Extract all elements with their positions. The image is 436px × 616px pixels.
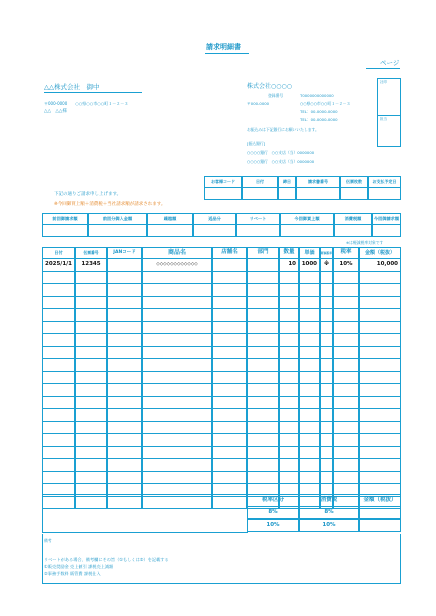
detail-cell-rate [333, 396, 359, 410]
detail-cell-rate [333, 408, 359, 422]
detail-cell-store [212, 283, 247, 297]
detail-header-dept: 部門 [247, 247, 279, 259]
info-header-cell: お支払予定日 [368, 176, 401, 188]
tax-note: ※は軽減税率対象です [346, 240, 384, 245]
detail-cell-rate [333, 383, 359, 397]
remark-line-2: ①販売奨励金 売上値引 課税売上減額 [44, 564, 114, 569]
detail-cell-amount [359, 333, 401, 347]
detail-cell-store [212, 383, 247, 397]
detail-cell-qty [279, 471, 299, 485]
detail-header-reduced: 軽減税率 [320, 247, 333, 259]
page-underline [366, 68, 400, 69]
detail-cell-qty [279, 458, 299, 472]
detail-cell-price [299, 346, 320, 360]
detail-cell-qty [279, 446, 299, 460]
detail-cell-qty [279, 371, 299, 385]
detail-cell-product [142, 371, 212, 385]
detail-cell-jan [107, 308, 142, 322]
detail-cell-store [212, 321, 247, 335]
info-header-cell: 締日 [278, 176, 296, 188]
remarks-box [42, 534, 401, 584]
detail-cell-reduced [320, 371, 333, 385]
detail-cell-price [299, 358, 320, 372]
tax-summary-cell: 8% [299, 506, 359, 519]
detail-cell-reduced [320, 471, 333, 485]
summary-value-cell [372, 224, 401, 237]
summary-value-cell [193, 224, 236, 237]
detail-header-qty: 数量 [279, 247, 299, 259]
detail-cell-reduced [320, 333, 333, 347]
detail-cell-date [42, 396, 75, 410]
detail-cell-dept [247, 396, 279, 410]
detail-cell-product [142, 346, 212, 360]
detail-cell-reduced [320, 433, 333, 447]
detail-cell-jan [107, 421, 142, 435]
issuer-address: ○○県○○市○○町１－２－３ [300, 101, 351, 106]
tax-summary-blank-area [42, 494, 248, 533]
detail-cell-price [299, 396, 320, 410]
detail-cell-qty [279, 271, 299, 285]
detail-cell-jan [107, 283, 142, 297]
detail-cell-jan [107, 433, 142, 447]
detail-cell-price [299, 383, 320, 397]
detail-cell-price [299, 371, 320, 385]
detail-cell-store [212, 371, 247, 385]
detail-header-jan: JANコード [107, 247, 142, 259]
detail-cell-slip [75, 333, 107, 347]
detail-header-price: 単価 [299, 247, 320, 259]
detail-cell-reduced [320, 421, 333, 435]
detail-cell-rate [333, 283, 359, 297]
detail-cell-rate [333, 333, 359, 347]
detail-cell-price [299, 471, 320, 485]
detail-cell-date [42, 471, 75, 485]
detail-cell-rate [333, 371, 359, 385]
detail-cell-qty [279, 383, 299, 397]
detail-cell-reduced: ※ [320, 258, 333, 272]
detail-cell-dept [247, 433, 279, 447]
detail-cell-price [299, 296, 320, 310]
detail-cell-product [142, 408, 212, 422]
summary-value-cell [147, 224, 193, 237]
detail-cell-product [142, 271, 212, 285]
detail-cell-amount [359, 446, 401, 460]
detail-cell-amount [359, 408, 401, 422]
detail-cell-product [142, 383, 212, 397]
detail-cell-store [212, 333, 247, 347]
recipient-underline [44, 92, 142, 93]
info-header-cell: 請求書番号 [296, 176, 340, 188]
detail-cell-price [299, 333, 320, 347]
info-value-cell [242, 187, 278, 200]
detail-cell-slip [75, 296, 107, 310]
detail-cell-store [212, 471, 247, 485]
detail-cell-date [42, 283, 75, 297]
detail-cell-product [142, 433, 212, 447]
detail-cell-slip [75, 446, 107, 460]
detail-cell-date [42, 383, 75, 397]
info-value-cell [368, 187, 401, 200]
detail-cell-dept [247, 446, 279, 460]
detail-cell-dept [247, 358, 279, 372]
info-header-cell: 日付 [242, 176, 278, 188]
tax-summary-header: 税率区分 [247, 494, 299, 507]
detail-cell-amount [359, 396, 401, 410]
detail-cell-date [42, 358, 75, 372]
detail-header-date: 日付 [42, 247, 75, 259]
detail-cell-amount [359, 271, 401, 285]
detail-cell-product [142, 421, 212, 435]
detail-cell-qty [279, 346, 299, 360]
detail-cell-qty [279, 333, 299, 347]
detail-cell-product [142, 321, 212, 335]
detail-cell-store [212, 421, 247, 435]
detail-cell-rate [333, 358, 359, 372]
detail-cell-rate [333, 446, 359, 460]
detail-header-amount: 金額（税抜） [359, 247, 401, 259]
stamp-label-company: 社印 [380, 80, 387, 84]
remarks-label: 備考 [44, 538, 52, 543]
remark-line-3: ②事務手数料 販管費 課税仕入 [44, 571, 101, 576]
detail-header-rate: 税率 [333, 247, 359, 259]
info-header-cell: お客様コード [204, 176, 242, 188]
detail-cell-date [42, 333, 75, 347]
detail-cell-jan [107, 396, 142, 410]
detail-cell-reduced [320, 346, 333, 360]
detail-cell-rate [333, 471, 359, 485]
detail-cell-reduced [320, 358, 333, 372]
detail-cell-amount [359, 383, 401, 397]
detail-cell-date [42, 321, 75, 335]
detail-cell-dept [247, 383, 279, 397]
detail-cell-slip [75, 408, 107, 422]
detail-cell-price [299, 271, 320, 285]
detail-cell-reduced [320, 458, 333, 472]
detail-cell-qty [279, 321, 299, 335]
detail-cell-price [299, 283, 320, 297]
stamp-box-person [377, 115, 401, 147]
info-header-cell: 伝票枚数 [340, 176, 368, 188]
detail-cell-dept [247, 346, 279, 360]
detail-cell-slip [75, 358, 107, 372]
detail-cell-product [142, 446, 212, 460]
detail-cell-price [299, 321, 320, 335]
detail-cell-date [42, 308, 75, 322]
detail-cell-slip [75, 421, 107, 435]
detail-cell-price [299, 421, 320, 435]
detail-cell-product [142, 283, 212, 297]
detail-cell-qty [279, 433, 299, 447]
summary-value-cell [280, 224, 334, 237]
remark-line-1: リベートがある場合、備考欄にその旨（①もしくは②）を記載する [44, 557, 169, 562]
detail-cell-store [212, 458, 247, 472]
detail-cell-date [42, 433, 75, 447]
detail-cell-store [212, 308, 247, 322]
detail-cell-product: ◇◇◇◇◇◇◇◇◇◇◇◇ [142, 258, 212, 272]
detail-cell-dept [247, 421, 279, 435]
summary-value-cell [334, 224, 372, 237]
detail-cell-reduced [320, 396, 333, 410]
detail-cell-amount [359, 283, 401, 297]
detail-cell-qty [279, 408, 299, 422]
detail-cell-amount [359, 296, 401, 310]
detail-cell-jan [107, 446, 142, 460]
bank-line-1: ○○○○銀行 ○○支店（当）0000000 [247, 150, 315, 155]
detail-cell-dept [247, 458, 279, 472]
tax-summary-cell: 10% [247, 519, 299, 532]
detail-cell-price [299, 308, 320, 322]
detail-cell-product [142, 458, 212, 472]
detail-cell-dept [247, 308, 279, 322]
detail-cell-slip [75, 396, 107, 410]
summary-header-cell: 今回御請求額 [372, 213, 401, 225]
detail-cell-jan [107, 471, 142, 485]
detail-cell-jan [107, 296, 142, 310]
detail-cell-jan [107, 358, 142, 372]
detail-cell-slip [75, 458, 107, 472]
info-value-cell [340, 187, 368, 200]
detail-cell-price [299, 458, 320, 472]
detail-cell-date [42, 446, 75, 460]
detail-cell-reduced [320, 283, 333, 297]
detail-cell-date [42, 458, 75, 472]
summary-header-cell: 前回御請求額 [42, 213, 88, 225]
detail-cell-qty [279, 421, 299, 435]
recipient-address: 〒000-0000 ○○県○○市○○町１－２－３ [44, 101, 129, 106]
detail-cell-jan [107, 271, 142, 285]
tax-summary-cell: 10% [299, 519, 359, 532]
detail-cell-reduced [320, 446, 333, 460]
issuer-fax: TEL：00-0000-0000 [300, 117, 338, 122]
detail-cell-slip: 12345 [75, 258, 107, 272]
detail-cell-amount [359, 421, 401, 435]
detail-cell-dept [247, 296, 279, 310]
detail-cell-rate [333, 421, 359, 435]
detail-cell-amount: 10,000 [359, 258, 401, 272]
detail-cell-dept [247, 333, 279, 347]
detail-cell-dept [247, 371, 279, 385]
detail-cell-date [42, 346, 75, 360]
detail-cell-date [42, 296, 75, 310]
detail-cell-product [142, 396, 212, 410]
detail-cell-store [212, 446, 247, 460]
detail-cell-slip [75, 433, 107, 447]
detail-cell-reduced [320, 383, 333, 397]
detail-cell-reduced [320, 321, 333, 335]
detail-cell-slip [75, 371, 107, 385]
detail-cell-price [299, 446, 320, 460]
detail-cell-jan [107, 383, 142, 397]
detail-cell-jan [107, 408, 142, 422]
summary-header-cell: 消費税額 [334, 213, 372, 225]
recipient-person: △△ △△様 [44, 109, 67, 114]
tax-summary-cell [359, 506, 401, 519]
detail-cell-date [42, 271, 75, 285]
bank-line-2: ○○○○銀行 ○○支店（当）0000000 [247, 159, 315, 164]
detail-cell-dept [247, 321, 279, 335]
detail-cell-qty: 10 [279, 258, 299, 272]
detail-header-slip: 伝票番号 [75, 247, 107, 259]
detail-cell-product [142, 296, 212, 310]
detail-cell-amount [359, 358, 401, 372]
detail-cell-slip [75, 308, 107, 322]
detail-cell-rate [333, 321, 359, 335]
detail-cell-jan [107, 333, 142, 347]
detail-cell-jan [107, 258, 142, 272]
detail-cell-slip [75, 271, 107, 285]
detail-cell-jan [107, 346, 142, 360]
detail-cell-rate [333, 308, 359, 322]
detail-cell-store [212, 396, 247, 410]
detail-cell-jan [107, 458, 142, 472]
tax-summary-cell: 8% [247, 506, 299, 519]
detail-cell-product [142, 333, 212, 347]
detail-cell-price [299, 408, 320, 422]
stamp-box-company [377, 78, 401, 116]
issuer-reg-label: 登録番号 [268, 93, 284, 98]
issuer-reg-no: T0000000000000 [300, 93, 334, 98]
detail-cell-amount [359, 371, 401, 385]
detail-cell-reduced [320, 408, 333, 422]
tax-summary-header: 消費税 [299, 494, 359, 507]
detail-cell-slip [75, 283, 107, 297]
detail-cell-amount [359, 458, 401, 472]
info-value-cell [296, 187, 340, 200]
detail-cell-slip [75, 471, 107, 485]
detail-cell-rate [333, 458, 359, 472]
detail-cell-store [212, 258, 247, 272]
info-value-cell [278, 187, 296, 200]
detail-cell-dept [247, 283, 279, 297]
detail-cell-reduced [320, 296, 333, 310]
detail-cell-store [212, 433, 247, 447]
summary-value-cell [42, 224, 88, 237]
tax-summary-header: 金額（税抜） [359, 494, 401, 507]
detail-cell-price: 1000 [299, 258, 320, 272]
detail-cell-qty [279, 358, 299, 372]
intro-text: 下記の通りご請求申し上げます。 [54, 192, 122, 197]
document-title: 請求明細書 [206, 43, 241, 51]
detail-cell-slip [75, 321, 107, 335]
detail-cell-qty [279, 396, 299, 410]
detail-cell-qty [279, 308, 299, 322]
summary-header-cell: 返品分 [193, 213, 236, 225]
issuer-note: お振込みは下記銀行にお願いいたします。 [247, 127, 319, 132]
issuer-name: 株式会社○○○○ [247, 83, 292, 90]
detail-cell-reduced [320, 271, 333, 285]
detail-cell-rate [333, 271, 359, 285]
info-value-cell [204, 187, 242, 200]
detail-cell-reduced [320, 308, 333, 322]
detail-header-product: 商品名 [142, 247, 212, 259]
detail-cell-store [212, 296, 247, 310]
page-label: ページ [380, 59, 400, 67]
summary-value-cell [236, 224, 280, 237]
detail-cell-dept [247, 471, 279, 485]
summary-value-cell [88, 224, 147, 237]
detail-cell-jan [107, 321, 142, 335]
detail-cell-amount [359, 433, 401, 447]
detail-cell-product [142, 358, 212, 372]
detail-cell-qty [279, 296, 299, 310]
detail-cell-qty [279, 283, 299, 297]
tax-summary-cell [359, 519, 401, 532]
detail-cell-rate [333, 346, 359, 360]
summary-header-cell: 繰越額 [147, 213, 193, 225]
detail-cell-date [42, 421, 75, 435]
summary-header-cell: リベート [236, 213, 280, 225]
detail-cell-price [299, 433, 320, 447]
detail-cell-amount [359, 308, 401, 322]
detail-cell-store [212, 346, 247, 360]
detail-cell-store [212, 358, 247, 372]
detail-cell-dept [247, 408, 279, 422]
detail-cell-date [42, 371, 75, 385]
detail-cell-jan [107, 371, 142, 385]
issuer-tel: TEL：00-0000-0000 [300, 109, 338, 114]
detail-cell-date: 2025/1/1 [42, 258, 75, 272]
detail-cell-dept [247, 271, 279, 285]
detail-cell-slip [75, 346, 107, 360]
summary-header-cell: 前回分御入金額 [88, 213, 147, 225]
detail-cell-slip [75, 383, 107, 397]
detail-cell-amount [359, 471, 401, 485]
detail-cell-rate: 10% [333, 258, 359, 272]
recipient-name: △△株式会社 御中 [44, 83, 100, 91]
detail-cell-amount [359, 346, 401, 360]
detail-cell-amount [359, 321, 401, 335]
detail-cell-product [142, 471, 212, 485]
title-underline [205, 53, 249, 54]
stamp-label-person: 担当 [380, 117, 387, 121]
bank-title: [振込銀行] [247, 141, 266, 146]
intro-note: ※今回御買上額＋消費税＋当社請求額が請求されます。 [54, 202, 166, 207]
detail-cell-date [42, 408, 75, 422]
detail-cell-store [212, 271, 247, 285]
issuer-postal: 〒000-0000 [247, 101, 270, 106]
summary-header-cell: 今回御買上額 [280, 213, 334, 225]
detail-cell-product [142, 308, 212, 322]
detail-cell-store [212, 408, 247, 422]
detail-cell-dept [247, 258, 279, 272]
detail-header-store: 店舗名 [212, 247, 247, 259]
detail-cell-rate [333, 296, 359, 310]
detail-cell-rate [333, 433, 359, 447]
